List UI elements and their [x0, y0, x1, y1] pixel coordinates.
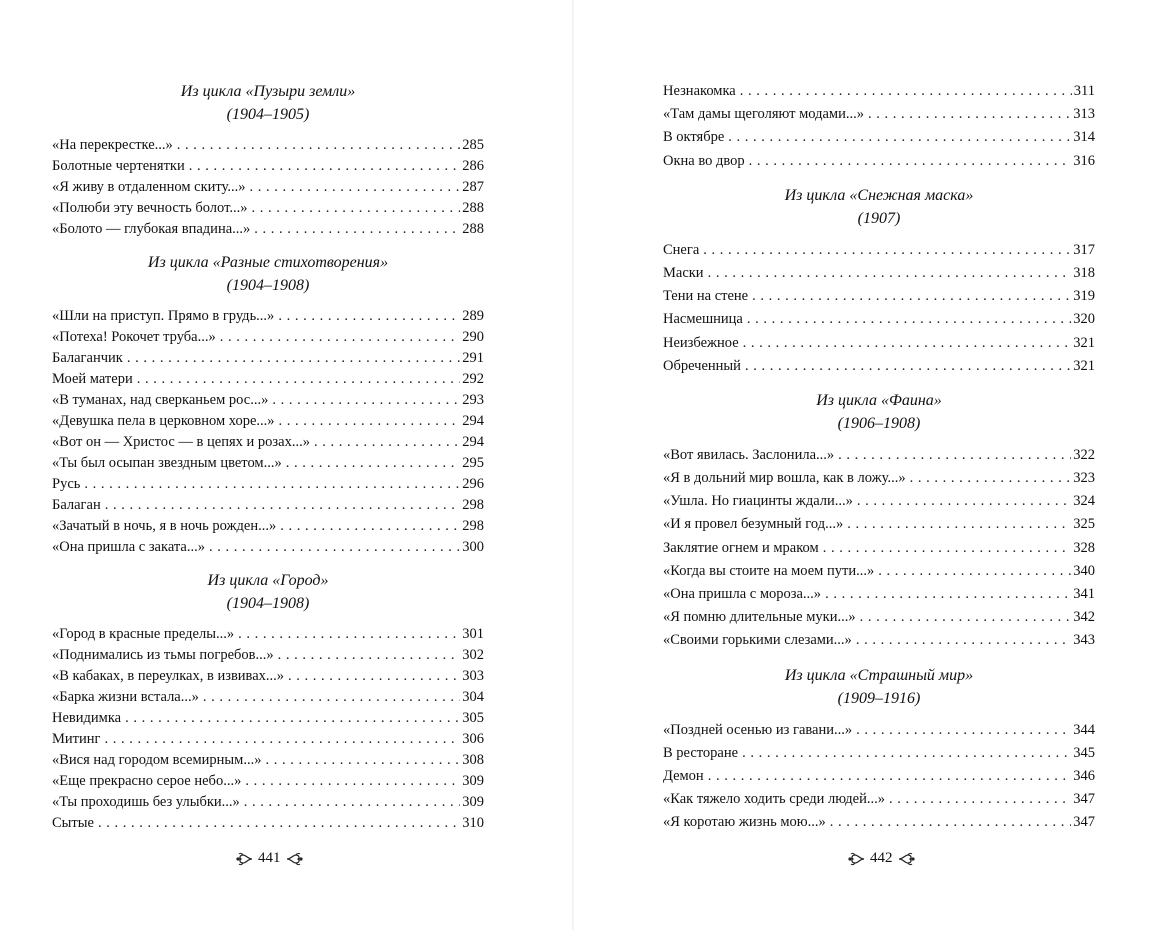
toc-entry-page: 285 — [462, 137, 484, 153]
toc-entry-page: 304 — [462, 689, 484, 705]
toc-entry-title: «Потеха! Рокочет труба...» — [52, 329, 216, 345]
toc-entry — [52, 537, 484, 558]
leader-dots — [703, 239, 1071, 262]
toc-entry-title: «В туманах, над сверканьем рос...» — [52, 392, 269, 408]
toc-entry-page: 347 — [1073, 814, 1095, 831]
toc-entry — [52, 729, 484, 750]
toc-section — [52, 251, 484, 558]
toc-entry-page: 302 — [462, 647, 484, 663]
toc-entry — [52, 750, 484, 771]
toc-continued-entries — [663, 80, 1095, 173]
leader-dots — [847, 513, 1071, 536]
toc-entry-title: «Полюби эту вечность болот...» — [52, 200, 248, 216]
left-page-contents — [52, 80, 484, 845]
toc-entry-title: «Своими горькими слезами...» — [663, 632, 852, 649]
toc-entry-title: «Там дамы щеголяют модами...» — [663, 106, 864, 123]
section-title: Из цикла «Пузыри земли» — [180, 83, 356, 100]
toc-entry-page: 298 — [462, 518, 484, 534]
toc-entry-page: 322 — [1073, 446, 1095, 463]
leader-dots — [868, 103, 1071, 126]
toc-entry-title: «На перекрестке...» — [52, 137, 173, 153]
toc-entry-title: «Поднимались из тьмы погребов...» — [52, 647, 274, 663]
toc-entry — [663, 355, 1095, 378]
toc-entry-title: Маски — [663, 264, 704, 281]
toc-entry-page: 294 — [462, 434, 484, 450]
leader-dots — [244, 792, 460, 813]
toc-entry-title: «Я коротаю жизнь мою...» — [663, 814, 826, 831]
toc-entry-page: 325 — [1073, 516, 1095, 533]
toc-entry-page: 305 — [462, 710, 484, 726]
toc-entry-title: «И я провел безумный год...» — [663, 516, 844, 533]
page-number: 442 — [870, 850, 893, 866]
toc-entry-title: «Она пришла с мороза...» — [663, 586, 822, 602]
toc-entry-page: 313 — [1073, 106, 1095, 123]
section-title: Из цикла «Разные стихотворения» — [147, 254, 389, 271]
leader-dots — [104, 729, 460, 750]
toc-entry-page: 318 — [1073, 264, 1095, 281]
toc-entry-page: 343 — [1073, 632, 1095, 649]
toc-section — [663, 184, 1095, 378]
toc-entry-title: Тени на стене — [663, 288, 749, 305]
toc-entry-title: «Зачатый в ночь, я в ночь рожден...» — [52, 518, 277, 534]
toc-entry-page: 324 — [1073, 493, 1095, 510]
leader-dots — [286, 453, 461, 474]
fleuron-left-icon — [234, 852, 254, 866]
leader-dots — [209, 537, 460, 558]
section-years: (1909–1916) — [837, 689, 921, 707]
page-number: 441 — [258, 850, 281, 866]
leader-dots — [743, 332, 1072, 355]
toc-entry-title: «В кабаках, в переулках, в извивах...» — [52, 668, 285, 684]
toc-entry — [663, 765, 1095, 788]
right-page — [663, 0, 1095, 930]
toc-entry — [663, 239, 1095, 262]
toc-entry-page: 319 — [1073, 288, 1095, 305]
toc-entry-title: «Когда вы стоите на моем пути...» — [663, 562, 875, 579]
toc-entry-title: «Она пришла с заката...» — [52, 539, 205, 555]
leader-dots — [749, 150, 1072, 173]
toc-entry — [663, 742, 1095, 765]
toc-entry-title: Болотные чертенятки — [52, 158, 185, 174]
toc-entry-page: 320 — [1073, 311, 1095, 328]
toc-entry-title: Насмешница — [663, 311, 743, 328]
section-title: Из цикла «Город» — [207, 572, 329, 589]
leader-dots — [889, 788, 1071, 811]
toc-entry-page: 290 — [462, 329, 484, 345]
toc-entry-title: Демон — [663, 767, 704, 784]
toc-entry — [52, 390, 484, 411]
toc-entry-title: Балаган — [52, 497, 101, 513]
leader-dots — [137, 369, 461, 390]
toc-entry-page: 286 — [462, 158, 484, 174]
section-years: (1904–1908) — [226, 277, 310, 294]
toc-entry-page: 321 — [1073, 357, 1095, 374]
toc-entry-title: Сытые — [52, 815, 94, 831]
toc-entry-title: «Город в красные пределы...» — [52, 626, 235, 642]
leader-dots — [265, 750, 460, 771]
toc-entry-title: В октябре — [663, 129, 725, 146]
section-years: (1906–1908) — [837, 414, 921, 432]
toc-entry-page: 341 — [1073, 586, 1095, 602]
toc-entry-page: 311 — [1073, 83, 1095, 99]
fleuron-left-icon — [846, 852, 866, 866]
toc-entry-page: 288 — [462, 221, 484, 237]
leader-dots — [105, 495, 461, 516]
toc-entry — [52, 771, 484, 792]
toc-entry — [663, 606, 1095, 629]
toc-entry-page: 288 — [462, 200, 484, 216]
leader-dots — [745, 355, 1071, 378]
toc-entry — [52, 687, 484, 708]
leader-dots — [742, 742, 1071, 765]
toc-entry — [663, 467, 1095, 490]
leader-dots — [878, 560, 1071, 583]
toc-section — [663, 389, 1095, 653]
section-years: (1907) — [857, 209, 901, 227]
leader-dots — [823, 537, 1072, 560]
toc-entry-title: «Вот явилась. Заслонила...» — [663, 446, 835, 463]
toc-entry — [52, 792, 484, 813]
toc-entry — [663, 80, 1095, 103]
toc-entry — [52, 516, 484, 537]
toc-entry — [663, 150, 1095, 173]
toc-entry-title: Балаганчик — [52, 350, 123, 366]
toc-entry-page: 301 — [462, 626, 484, 642]
toc-entry-page: 309 — [462, 773, 484, 789]
toc-entry — [52, 348, 484, 369]
toc-entry — [663, 719, 1095, 742]
leader-dots — [84, 474, 460, 495]
section-years: (1904–1905) — [226, 106, 310, 123]
toc-entry-title: «Как тяжело ходить среди людей...» — [663, 791, 885, 808]
toc-entry-title: В ресторане — [663, 744, 739, 761]
toc-entry — [663, 629, 1095, 652]
toc-entry-title: «Ты был осыпан звездным цветом...» — [52, 455, 282, 471]
leader-dots — [177, 135, 460, 156]
toc-entry-title: Русь — [52, 476, 81, 492]
toc-entry-title: Моей матери — [52, 371, 133, 387]
toc-entry — [52, 369, 484, 390]
toc-entry — [52, 177, 484, 198]
toc-entry — [52, 198, 484, 219]
section-title: Из цикла «Снежная маска» — [784, 186, 974, 204]
toc-entry — [663, 444, 1095, 467]
toc-entry-page: 300 — [462, 539, 484, 555]
toc-entry-page: 314 — [1073, 129, 1095, 146]
leader-dots — [245, 771, 460, 792]
page-footer — [234, 850, 305, 867]
toc-entry-page: 296 — [462, 476, 484, 492]
page-footer — [846, 850, 917, 867]
toc-entry-page: 346 — [1073, 767, 1095, 784]
leader-dots — [747, 308, 1071, 331]
toc-entry — [663, 811, 1095, 834]
toc-entry — [663, 332, 1095, 355]
leader-dots — [251, 198, 460, 219]
leader-dots — [127, 348, 460, 369]
toc-entry — [663, 537, 1095, 560]
section-title: Из цикла «Фаина» — [816, 391, 942, 409]
fleuron-right-icon — [285, 852, 305, 866]
toc-entry — [663, 583, 1095, 606]
toc-entry-title: «Барка жизни встала...» — [52, 689, 199, 705]
section-title: Из цикла «Страшный мир» — [784, 666, 974, 684]
toc-entry-title: Снега — [663, 241, 700, 258]
leader-dots — [314, 432, 460, 453]
leader-dots — [825, 583, 1071, 606]
toc-entry — [663, 560, 1095, 583]
right-page-contents — [663, 80, 1095, 846]
leader-dots — [288, 666, 460, 687]
toc-entry-title: «Ты проходишь без улыбки...» — [52, 794, 240, 810]
leader-dots — [857, 490, 1071, 513]
leader-dots — [254, 219, 460, 240]
toc-entry-title: Заклятие огнем и мраком — [663, 539, 819, 556]
toc-entry-title: «Я живу в отдаленном скиту...» — [52, 179, 246, 195]
toc-entry — [52, 474, 484, 495]
toc-entry — [52, 645, 484, 666]
toc-entry-title: «Вися над городом всемирным...» — [52, 752, 262, 768]
toc-section — [52, 80, 484, 240]
toc-entry — [52, 306, 484, 327]
leader-dots — [278, 306, 460, 327]
toc-entry-page: 347 — [1073, 791, 1095, 808]
toc-entry-title: «Поздней осенью из гавани...» — [663, 721, 853, 738]
toc-entry — [52, 327, 484, 348]
toc-entry-title: «Еще прекрасно серое небо...» — [52, 773, 242, 789]
toc-entry-title: Окна во двор — [663, 152, 745, 169]
toc-entry — [52, 708, 484, 729]
toc-entry-page: 345 — [1073, 744, 1095, 761]
toc-entry-title: Митинг — [52, 731, 101, 747]
book-gutter — [572, 0, 574, 930]
toc-entry — [52, 495, 484, 516]
section-years: (1904–1908) — [226, 595, 310, 612]
leader-dots — [278, 645, 461, 666]
toc-section — [52, 569, 484, 834]
toc-entry-page: 294 — [462, 413, 484, 429]
toc-entry-page: 289 — [462, 308, 484, 324]
toc-entry-page: 340 — [1073, 562, 1095, 579]
toc-entry — [663, 103, 1095, 126]
leader-dots — [238, 624, 460, 645]
toc-entry-page: 287 — [462, 179, 484, 195]
toc-entry-title: «Ушла. Но гиацинты ждали...» — [663, 493, 853, 510]
toc-entry-page: 342 — [1073, 609, 1095, 626]
toc-entry-title: Незнакомка — [663, 83, 736, 99]
toc-entry-page: 293 — [462, 392, 484, 408]
toc-entry — [52, 453, 484, 474]
toc-entry-title: «Я в дольний мир вошла, как в ложу...» — [663, 470, 906, 487]
toc-entry-page: 292 — [462, 371, 484, 387]
toc-entry-page: 291 — [462, 350, 484, 366]
toc-entry-page: 323 — [1073, 470, 1095, 487]
toc-entry — [663, 308, 1095, 331]
toc-entry-title: Обреченный — [663, 357, 741, 374]
leader-dots — [189, 156, 461, 177]
leader-dots — [860, 606, 1072, 629]
toc-entry-title: «Шли на приступ. Прямо в грудь...» — [52, 308, 275, 324]
toc-entry-title: Неизбежное — [663, 334, 739, 351]
leader-dots — [98, 813, 460, 834]
leader-dots — [830, 811, 1072, 834]
toc-entry — [52, 156, 484, 177]
toc-entry-page: 303 — [462, 668, 484, 684]
leader-dots — [856, 719, 1071, 742]
leader-dots — [279, 411, 461, 432]
leader-dots — [203, 687, 460, 708]
leader-dots — [910, 467, 1072, 490]
toc-entry — [52, 411, 484, 432]
toc-entry-title: «Вот он — Христос — в цепях и розах...» — [52, 434, 310, 450]
toc-entry-page: 316 — [1073, 152, 1095, 169]
toc-entry — [52, 666, 484, 687]
toc-entry — [52, 135, 484, 156]
toc-entry — [663, 262, 1095, 285]
toc-entry — [663, 285, 1095, 308]
toc-entry-title: «Девушка пела в церковном хоре...» — [52, 413, 275, 429]
leader-dots — [125, 708, 460, 729]
toc-entry-title: Невидимка — [52, 710, 122, 726]
toc-entry — [663, 490, 1095, 513]
toc-entry — [52, 624, 484, 645]
leader-dots — [752, 285, 1071, 308]
toc-entry — [52, 813, 484, 834]
toc-entry-page: 328 — [1073, 539, 1095, 556]
toc-entry — [663, 513, 1095, 536]
leader-dots — [708, 262, 1072, 285]
toc-entry-page: 298 — [462, 497, 484, 513]
toc-entry-page: 308 — [462, 752, 484, 768]
toc-entry-page: 344 — [1073, 721, 1095, 738]
toc-entry-page: 310 — [462, 815, 484, 831]
fleuron-right-icon — [897, 852, 917, 866]
toc-entry — [52, 219, 484, 240]
toc-entry-title: «Я помню длительные муки...» — [663, 609, 856, 626]
toc-entry-page: 309 — [462, 794, 484, 810]
toc-entry-title: «Болото — глубокая впадина...» — [52, 221, 251, 237]
leader-dots — [740, 80, 1072, 103]
toc-entry-page: 306 — [462, 731, 484, 747]
left-page — [52, 0, 484, 930]
leader-dots — [728, 126, 1071, 149]
toc-entry-page: 295 — [462, 455, 484, 471]
leader-dots — [220, 327, 461, 348]
toc-entry — [663, 126, 1095, 149]
leader-dots — [708, 765, 1072, 788]
leader-dots — [838, 444, 1071, 467]
leader-dots — [280, 516, 460, 537]
leader-dots — [272, 390, 460, 411]
toc-section — [663, 664, 1095, 835]
toc-entry-page: 317 — [1073, 241, 1095, 258]
toc-entry — [52, 432, 484, 453]
leader-dots — [856, 629, 1071, 652]
leader-dots — [249, 177, 460, 198]
toc-entry — [663, 788, 1095, 811]
toc-entry-page: 321 — [1073, 334, 1095, 351]
